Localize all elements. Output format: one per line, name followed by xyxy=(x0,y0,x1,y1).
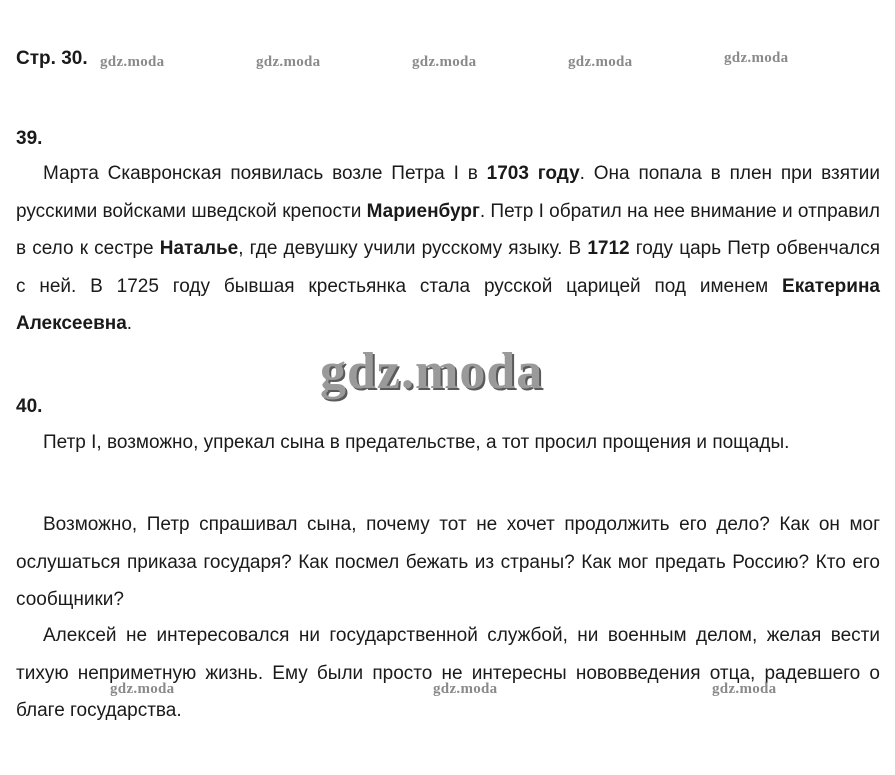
task-number: 40. xyxy=(16,396,43,417)
page-number-label: Стр. 30. xyxy=(16,48,88,69)
watermark-large: gdz.moda xyxy=(320,343,544,400)
watermark: gdz.moda xyxy=(110,681,175,697)
watermark: gdz.moda xyxy=(256,54,321,70)
answer-paragraph: Марта Скавронская появилась возле Петра I в 1703 году. Она попала в плен при взятии русскими войсками шведской крепости Мариенбург. Петр I обратил на нее внимание и отправил в село к сестре Наталье, где девушку учили русскому языку. В 1712 году царь Петр обвенчался с ней. В 1725 году бывшая крестьянка стала русской царицей под именем Екатерина Алексеевна. xyxy=(16,163,881,334)
watermark: gdz.moda xyxy=(712,681,777,697)
watermark: gdz.moda xyxy=(100,54,165,70)
watermark: gdz.moda xyxy=(568,54,633,70)
watermark: gdz.moda xyxy=(724,50,789,66)
answer-paragraph: Алексей не интересовался ни государственной службой, ни военным делом, желая вести тихую неприметную жизнь. Ему были просто не интересны нововведения отца, радевшего о благе государства. xyxy=(16,625,880,721)
answer-paragraph: Петр I, возможно, упрекал сына в предательстве, а тот просил прощения и пощады. xyxy=(43,432,790,453)
watermark: gdz.moda xyxy=(433,681,498,697)
answer-paragraph: Возможно, Петр спрашивал сына, почему тот не хочет продолжить его дело? Как он мог ослушаться приказа государя? Как посмел бежать из страны? Как мог предать Россию? Кто его сообщники? xyxy=(16,514,880,610)
task-number: 39. xyxy=(16,128,43,149)
watermark: gdz.moda xyxy=(412,54,477,70)
